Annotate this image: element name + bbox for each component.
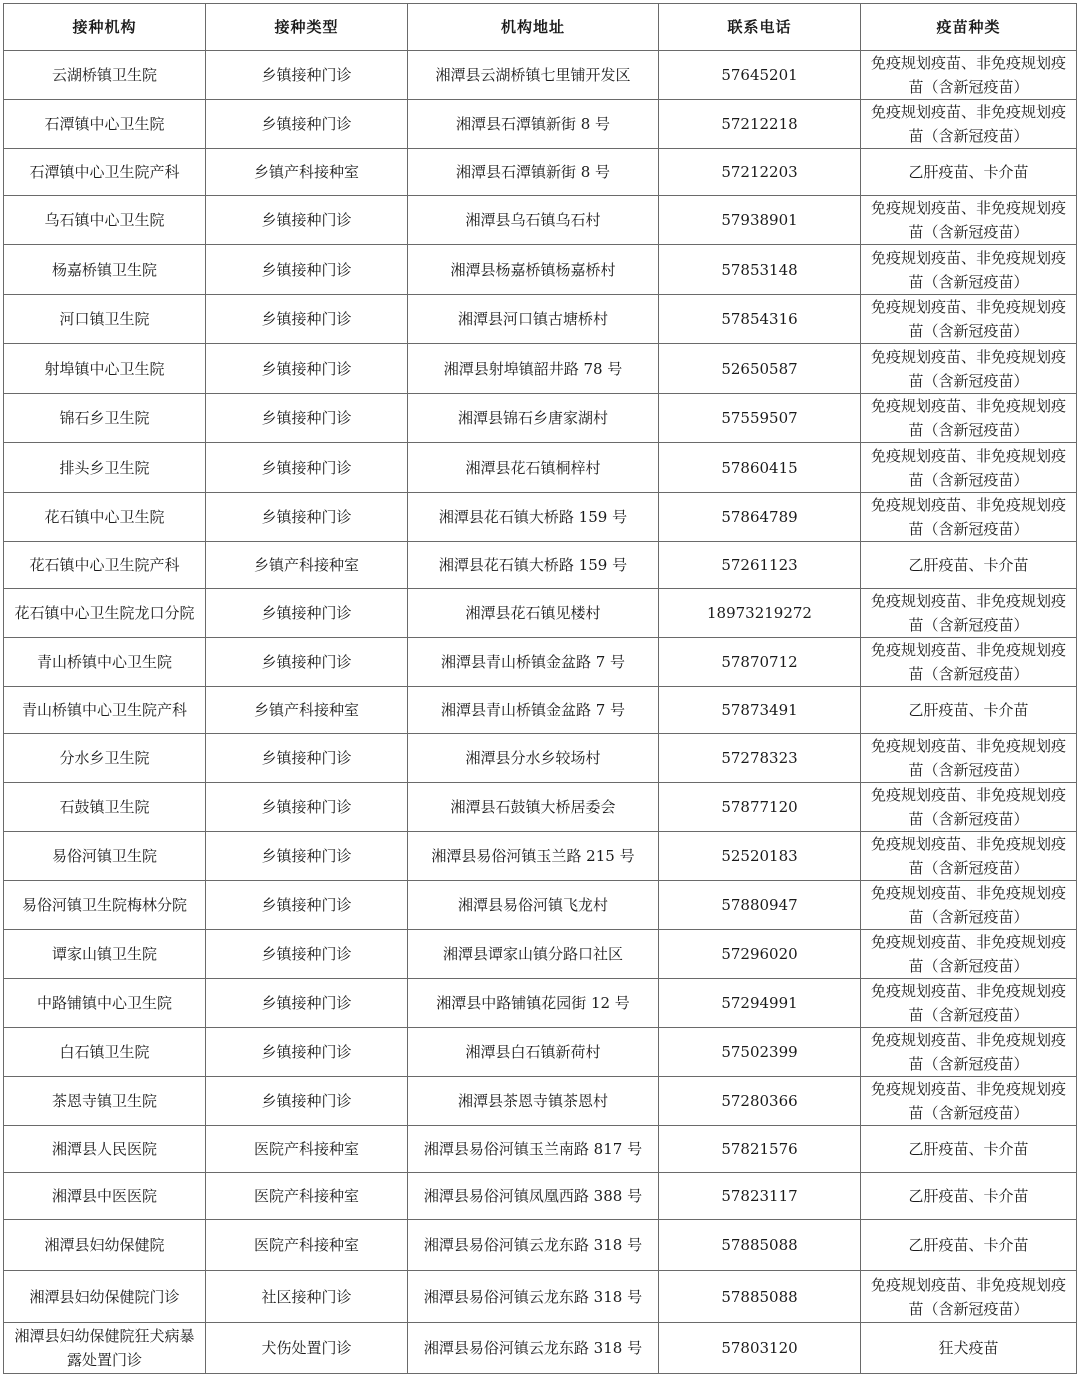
cell-institution: 锦石乡卫生院	[4, 394, 206, 443]
cell-address: 湘潭县易俗河镇云龙东路 318 号	[408, 1220, 659, 1271]
cell-address: 湘潭县青山桥镇金盆路 7 号	[408, 687, 659, 734]
cell-type: 乡镇接种门诊	[206, 881, 408, 930]
cell-vaccine: 乙肝疫苗、卡介苗	[861, 149, 1077, 196]
cell-vaccine: 免疫规划疫苗、非免疫规划疫苗（含新冠疫苗）	[861, 394, 1077, 443]
cell-vaccine: 狂犬疫苗	[861, 1323, 1077, 1374]
table-row	[4, 1077, 1077, 1126]
cell-institution: 谭家山镇卫生院	[4, 930, 206, 979]
cell-type: 医院产科接种室	[206, 1173, 408, 1220]
table-row	[4, 394, 1077, 443]
cell-address: 湘潭县易俗河镇云龙东路 318 号	[408, 1271, 659, 1323]
cell-vaccine: 免疫规划疫苗、非免疫规划疫苗（含新冠疫苗）	[861, 1271, 1077, 1323]
header-institution: 接种机构	[4, 4, 206, 51]
table-header-row	[4, 4, 1077, 51]
table-row	[4, 687, 1077, 734]
cell-vaccine: 乙肝疫苗、卡介苗	[861, 1220, 1077, 1271]
cell-address: 湘潭县易俗河镇凤凰西路 388 号	[408, 1173, 659, 1220]
cell-type: 乡镇接种门诊	[206, 979, 408, 1028]
cell-vaccine: 免疫规划疫苗、非免疫规划疫苗（含新冠疫苗）	[861, 832, 1077, 881]
cell-type: 乡镇接种门诊	[206, 344, 408, 394]
table-row	[4, 542, 1077, 589]
cell-phone: 52650587	[659, 344, 861, 394]
header-vaccine: 疫苗种类	[861, 4, 1077, 51]
cell-type: 乡镇接种门诊	[206, 100, 408, 149]
cell-vaccine: 免疫规划疫苗、非免疫规划疫苗（含新冠疫苗）	[861, 930, 1077, 979]
cell-address: 湘潭县青山桥镇金盆路 7 号	[408, 638, 659, 687]
cell-phone: 57880947	[659, 881, 861, 930]
cell-phone: 57885088	[659, 1271, 861, 1323]
cell-phone: 57803120	[659, 1323, 861, 1374]
cell-address: 湘潭县白石镇新荷村	[408, 1028, 659, 1077]
cell-type: 医院产科接种室	[206, 1126, 408, 1173]
cell-vaccine: 乙肝疫苗、卡介苗	[861, 542, 1077, 589]
cell-type: 犬伤处置门诊	[206, 1323, 408, 1374]
cell-type: 乡镇接种门诊	[206, 832, 408, 881]
table-row	[4, 493, 1077, 542]
cell-phone: 57823117	[659, 1173, 861, 1220]
cell-type: 乡镇产科接种室	[206, 542, 408, 589]
cell-address: 湘潭县易俗河镇玉兰南路 817 号	[408, 1126, 659, 1173]
cell-vaccine: 乙肝疫苗、卡介苗	[861, 1126, 1077, 1173]
cell-phone: 57877120	[659, 783, 861, 832]
cell-institution: 花石镇中心卫生院	[4, 493, 206, 542]
cell-vaccine: 免疫规划疫苗、非免疫规划疫苗（含新冠疫苗）	[861, 344, 1077, 394]
cell-phone: 57860415	[659, 443, 861, 493]
cell-institution: 排头乡卫生院	[4, 443, 206, 493]
cell-type: 乡镇接种门诊	[206, 1077, 408, 1126]
cell-type: 乡镇接种门诊	[206, 196, 408, 245]
cell-vaccine: 免疫规划疫苗、非免疫规划疫苗（含新冠疫苗）	[861, 245, 1077, 295]
table-row	[4, 196, 1077, 245]
cell-type: 社区接种门诊	[206, 1271, 408, 1323]
table-row	[4, 930, 1077, 979]
cell-institution: 石潭镇中心卫生院产科	[4, 149, 206, 196]
cell-address: 湘潭县中路铺镇花园街 12 号	[408, 979, 659, 1028]
cell-phone: 57278323	[659, 734, 861, 783]
cell-phone: 57559507	[659, 394, 861, 443]
table-row	[4, 589, 1077, 638]
cell-type: 乡镇接种门诊	[206, 51, 408, 100]
table-row	[4, 443, 1077, 493]
cell-type: 乡镇接种门诊	[206, 245, 408, 295]
table-row	[4, 245, 1077, 295]
cell-institution: 易俗河镇卫生院梅林分院	[4, 881, 206, 930]
cell-institution: 河口镇卫生院	[4, 295, 206, 344]
cell-address: 湘潭县云湖桥镇七里铺开发区	[408, 51, 659, 100]
header-type: 接种类型	[206, 4, 408, 51]
header-phone: 联系电话	[659, 4, 861, 51]
cell-vaccine: 免疫规划疫苗、非免疫规划疫苗（含新冠疫苗）	[861, 979, 1077, 1028]
cell-address: 湘潭县杨嘉桥镇杨嘉桥村	[408, 245, 659, 295]
cell-institution: 湘潭县妇幼保健院	[4, 1220, 206, 1271]
cell-phone: 57821576	[659, 1126, 861, 1173]
cell-institution: 湘潭县中医医院	[4, 1173, 206, 1220]
cell-vaccine: 免疫规划疫苗、非免疫规划疫苗（含新冠疫苗）	[861, 1077, 1077, 1126]
cell-institution: 湘潭县妇幼保健院门诊	[4, 1271, 206, 1323]
cell-institution: 射埠镇中心卫生院	[4, 344, 206, 394]
cell-phone: 57294991	[659, 979, 861, 1028]
cell-type: 乡镇接种门诊	[206, 589, 408, 638]
cell-type: 乡镇产科接种室	[206, 687, 408, 734]
cell-institution: 乌石镇中心卫生院	[4, 196, 206, 245]
cell-address: 湘潭县谭家山镇分路口社区	[408, 930, 659, 979]
cell-type: 乡镇接种门诊	[206, 638, 408, 687]
table-row	[4, 1271, 1077, 1323]
cell-address: 湘潭县花石镇大桥路 159 号	[408, 542, 659, 589]
cell-type: 乡镇接种门诊	[206, 734, 408, 783]
table-row	[4, 1126, 1077, 1173]
cell-type: 医院产科接种室	[206, 1220, 408, 1271]
cell-phone: 57645201	[659, 51, 861, 100]
cell-type: 乡镇接种门诊	[206, 493, 408, 542]
cell-vaccine: 免疫规划疫苗、非免疫规划疫苗（含新冠疫苗）	[861, 734, 1077, 783]
cell-address: 湘潭县易俗河镇飞龙村	[408, 881, 659, 930]
cell-type: 乡镇接种门诊	[206, 783, 408, 832]
cell-vaccine: 免疫规划疫苗、非免疫规划疫苗（含新冠疫苗）	[861, 1028, 1077, 1077]
cell-phone: 18973219272	[659, 589, 861, 638]
cell-address: 湘潭县石潭镇新街 8 号	[408, 100, 659, 149]
cell-phone: 57885088	[659, 1220, 861, 1271]
cell-institution: 青山桥镇中心卫生院产科	[4, 687, 206, 734]
table-row	[4, 100, 1077, 149]
cell-vaccine: 免疫规划疫苗、非免疫规划疫苗（含新冠疫苗）	[861, 589, 1077, 638]
table-row	[4, 832, 1077, 881]
cell-type: 乡镇接种门诊	[206, 930, 408, 979]
table-row	[4, 344, 1077, 394]
cell-address: 湘潭县河口镇古塘桥村	[408, 295, 659, 344]
cell-vaccine: 免疫规划疫苗、非免疫规划疫苗（含新冠疫苗）	[861, 638, 1077, 687]
table-row	[4, 734, 1077, 783]
cell-institution: 白石镇卫生院	[4, 1028, 206, 1077]
vaccination-sites-table-wrapper	[3, 3, 1076, 1374]
vaccination-sites-table	[3, 3, 1077, 1374]
cell-vaccine: 乙肝疫苗、卡介苗	[861, 687, 1077, 734]
cell-phone: 57212203	[659, 149, 861, 196]
cell-type: 乡镇接种门诊	[206, 295, 408, 344]
cell-institution: 花石镇中心卫生院龙口分院	[4, 589, 206, 638]
cell-vaccine: 免疫规划疫苗、非免疫规划疫苗（含新冠疫苗）	[861, 881, 1077, 930]
cell-phone: 57938901	[659, 196, 861, 245]
cell-phone: 57212218	[659, 100, 861, 149]
table-row	[4, 51, 1077, 100]
cell-phone: 57296020	[659, 930, 861, 979]
cell-institution: 湘潭县人民医院	[4, 1126, 206, 1173]
cell-phone: 57864789	[659, 493, 861, 542]
cell-institution: 分水乡卫生院	[4, 734, 206, 783]
cell-institution: 石鼓镇卫生院	[4, 783, 206, 832]
table-row	[4, 1173, 1077, 1220]
cell-type: 乡镇接种门诊	[206, 394, 408, 443]
cell-address: 湘潭县分水乡较场村	[408, 734, 659, 783]
table-row	[4, 979, 1077, 1028]
cell-institution: 青山桥镇中心卫生院	[4, 638, 206, 687]
cell-vaccine: 免疫规划疫苗、非免疫规划疫苗（含新冠疫苗）	[861, 443, 1077, 493]
cell-address: 湘潭县射埠镇韶井路 78 号	[408, 344, 659, 394]
cell-institution: 茶恩寺镇卫生院	[4, 1077, 206, 1126]
cell-phone: 57853148	[659, 245, 861, 295]
cell-institution: 易俗河镇卫生院	[4, 832, 206, 881]
header-address: 机构地址	[408, 4, 659, 51]
cell-institution: 云湖桥镇卫生院	[4, 51, 206, 100]
table-row	[4, 638, 1077, 687]
cell-vaccine: 乙肝疫苗、卡介苗	[861, 1173, 1077, 1220]
cell-type: 乡镇产科接种室	[206, 149, 408, 196]
cell-address: 湘潭县乌石镇乌石村	[408, 196, 659, 245]
cell-type: 乡镇接种门诊	[206, 443, 408, 493]
table-row	[4, 149, 1077, 196]
table-row	[4, 881, 1077, 930]
cell-phone: 57870712	[659, 638, 861, 687]
cell-address: 湘潭县石鼓镇大桥居委会	[408, 783, 659, 832]
cell-phone: 57873491	[659, 687, 861, 734]
cell-institution: 花石镇中心卫生院产科	[4, 542, 206, 589]
cell-phone: 57854316	[659, 295, 861, 344]
cell-address: 湘潭县石潭镇新街 8 号	[408, 149, 659, 196]
cell-address: 湘潭县茶恩寺镇茶恩村	[408, 1077, 659, 1126]
table-row	[4, 1323, 1077, 1374]
cell-institution: 中路铺镇中心卫生院	[4, 979, 206, 1028]
cell-phone: 57280366	[659, 1077, 861, 1126]
cell-vaccine: 免疫规划疫苗、非免疫规划疫苗（含新冠疫苗）	[861, 783, 1077, 832]
table-row	[4, 1028, 1077, 1077]
cell-institution: 石潭镇中心卫生院	[4, 100, 206, 149]
cell-phone: 52520183	[659, 832, 861, 881]
cell-type: 乡镇接种门诊	[206, 1028, 408, 1077]
cell-institution: 湘潭县妇幼保健院狂犬病暴露处置门诊	[4, 1323, 206, 1374]
table-body	[4, 51, 1077, 1374]
cell-address: 湘潭县锦石乡唐家湖村	[408, 394, 659, 443]
table-row	[4, 783, 1077, 832]
table-row	[4, 1220, 1077, 1271]
cell-vaccine: 免疫规划疫苗、非免疫规划疫苗（含新冠疫苗）	[861, 295, 1077, 344]
cell-vaccine: 免疫规划疫苗、非免疫规划疫苗（含新冠疫苗）	[861, 493, 1077, 542]
cell-vaccine: 免疫规划疫苗、非免疫规划疫苗（含新冠疫苗）	[861, 100, 1077, 149]
cell-phone: 57502399	[659, 1028, 861, 1077]
cell-address: 湘潭县花石镇大桥路 159 号	[408, 493, 659, 542]
table-row	[4, 295, 1077, 344]
cell-vaccine: 免疫规划疫苗、非免疫规划疫苗（含新冠疫苗）	[861, 51, 1077, 100]
cell-vaccine: 免疫规划疫苗、非免疫规划疫苗（含新冠疫苗）	[861, 196, 1077, 245]
cell-address: 湘潭县花石镇见楼村	[408, 589, 659, 638]
cell-address: 湘潭县易俗河镇云龙东路 318 号	[408, 1323, 659, 1374]
cell-institution: 杨嘉桥镇卫生院	[4, 245, 206, 295]
cell-address: 湘潭县易俗河镇玉兰路 215 号	[408, 832, 659, 881]
cell-phone: 57261123	[659, 542, 861, 589]
cell-address: 湘潭县花石镇桐梓村	[408, 443, 659, 493]
